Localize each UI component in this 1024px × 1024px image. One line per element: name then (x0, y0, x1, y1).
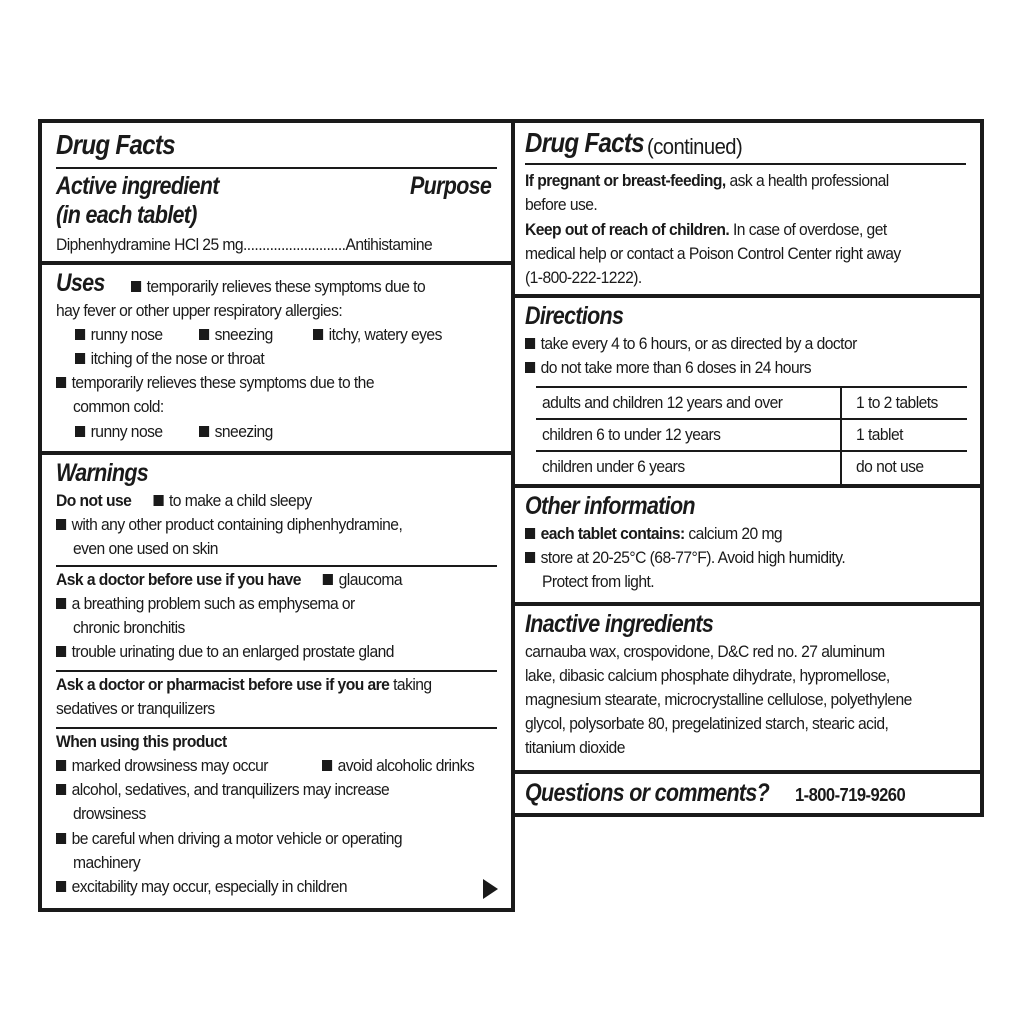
other-info-item: store at 20-25°C (68-77°F). Avoid high humidity. (525, 546, 845, 571)
uses-subitem: sneezing (199, 420, 273, 445)
bullet-icon (199, 426, 209, 437)
other-information-section (515, 484, 980, 602)
active-ingredient-row (56, 233, 432, 258)
uses-item-2-cont: common cold: (73, 397, 164, 416)
uses-subitem: runny nose (75, 323, 163, 348)
when-using-item: excitability may occur, especially in children (56, 875, 347, 900)
purpose-heading: Purpose (410, 172, 492, 200)
ask-pharmacist-label: Ask a doctor or pharmacist before use if you are (56, 675, 390, 694)
uses-item-1-cont: hay fever or other upper respiratory allergies: (56, 301, 343, 320)
bullet-icon (75, 426, 85, 437)
bullet-icon (199, 329, 209, 340)
keep-out-warning: Keep out of reach of children. In case of overdose, get (525, 220, 887, 239)
bullet-icon (322, 760, 332, 771)
ask-doctor-row: Ask a doctor before use if you have glaucoma (56, 570, 403, 589)
drug-facts-title: Drug Facts (525, 127, 644, 158)
when-using-item: alcohol, sedatives, and tranquilizers may increase (56, 778, 389, 803)
bullet-icon (525, 362, 535, 373)
inactive-ingredients-line: glycol, polysorbate 80, pregelatinized starch, stearic acid, (525, 714, 889, 733)
ask-pharmacist-cont: sedatives or tranquilizers (56, 699, 215, 718)
uses-subitem: itching of the nose or throat (75, 347, 264, 372)
inactive-ingredients-line: carnauba wax, crospovidone, D&C red no. 27 aluminum (525, 642, 885, 661)
dose-cell: do not use (856, 457, 924, 476)
do-not-use-label: Do not use (56, 491, 132, 510)
active-ingredient-subheading: (in each tablet) (56, 201, 197, 229)
when-using-label: When using this product (56, 732, 227, 751)
bullet-icon (75, 353, 85, 364)
when-using-item: be careful when driving a motor vehicle or operating (56, 827, 402, 852)
title-rule (525, 163, 966, 165)
keep-out-cont: medical help or contact a Poison Control Center right away (525, 244, 901, 263)
poison-control-phone: (1-800-222-1222). (525, 268, 642, 287)
bullet-icon (323, 574, 333, 585)
divider (56, 727, 497, 729)
uses-item-2: temporarily relieves these symptoms due to the (56, 371, 374, 396)
bullet-icon (131, 281, 141, 292)
uses-section (42, 261, 511, 451)
questions-section (515, 770, 980, 813)
continued-section (515, 123, 980, 294)
dosage-table (536, 386, 967, 482)
inactive-ingredients-line: lake, dibasic calcium phosphate dihydrate, hypromellose, (525, 666, 890, 685)
when-using-item: avoid alcoholic drinks (322, 754, 474, 779)
ingredient-purpose: Antihistamine (345, 235, 433, 254)
continue-arrow-icon (483, 879, 498, 899)
bullet-icon (525, 552, 535, 563)
title-rule (56, 167, 497, 169)
bullet-icon (56, 784, 66, 795)
active-ingredient-heading: Active ingredient (56, 172, 219, 200)
directions-section (515, 294, 980, 484)
do-not-use-item-cont: even one used on skin (73, 539, 218, 558)
ingredient-name: Diphenhydramine HCl 25 mg (56, 235, 244, 254)
bullet-icon (525, 528, 535, 539)
age-group-cell: children 6 to under 12 years (542, 425, 721, 444)
other-info-item-cont: Protect from light. (542, 572, 655, 591)
drug-facts-panel-left (38, 119, 515, 912)
divider (56, 565, 497, 567)
drug-facts-title: Drug Facts (56, 129, 175, 160)
ask-pharmacist-row: Ask a doctor or pharmacist before use if you are taking (56, 675, 432, 694)
other-information-heading: Other information (525, 492, 695, 520)
when-using-item-cont: drowsiness (73, 804, 146, 823)
bullet-icon (313, 329, 323, 340)
ask-doctor-item: a breathing problem such as emphysema or (56, 592, 355, 617)
continued-title (525, 129, 663, 157)
table-row (536, 450, 967, 482)
table-row (536, 386, 967, 418)
questions-heading: Questions or comments? (525, 779, 770, 807)
bullet-icon (75, 329, 85, 340)
inactive-ingredients-section (515, 602, 980, 770)
age-group-cell: adults and children 12 years and over (542, 393, 783, 412)
bullet-icon (56, 377, 66, 388)
pregnant-warning: If pregnant or breast-feeding, ask a health professional (525, 171, 889, 190)
bullet-icon (525, 338, 535, 349)
drug-facts-panel-right (511, 119, 984, 817)
inactive-ingredients-line: titanium dioxide (525, 738, 625, 757)
uses-item-1: temporarily relieves these symptoms due to (131, 275, 425, 300)
when-using-item-cont: machinery (73, 853, 141, 872)
pregnant-warning-cont: before use. (525, 195, 598, 214)
uses-subitem: runny nose (75, 420, 163, 445)
dot-leader: ........................... (243, 235, 346, 254)
bullet-icon (153, 495, 163, 506)
uses-subitem: sneezing (199, 323, 273, 348)
warnings-heading: Warnings (56, 459, 149, 487)
questions-phone: 1-800-719-9260 (795, 785, 906, 805)
do-not-use-row: Do not use to make a child sleepy (56, 491, 312, 510)
active-ingredient-section (42, 123, 511, 261)
table-row (536, 418, 967, 450)
bullet-icon (56, 646, 66, 657)
uses-heading: Uses (56, 269, 105, 297)
ask-doctor-item-cont: chronic bronchitis (73, 618, 185, 637)
ask-doctor-item: trouble urinating due to an enlarged prostate gland (56, 640, 394, 665)
other-info-item: each tablet contains: calcium 20 mg (525, 522, 782, 547)
inactive-ingredients-line: magnesium stearate, microcrystalline cellulose, polyethylene (525, 690, 912, 709)
inactive-ingredients-heading: Inactive ingredients (525, 610, 714, 638)
bullet-icon (56, 760, 66, 771)
dose-cell: 1 to 2 tablets (856, 393, 938, 412)
directions-item: do not take more than 6 doses in 24 hours (525, 356, 811, 381)
bullet-icon (56, 519, 66, 530)
dose-cell: 1 tablet (856, 425, 903, 444)
ask-doctor-label: Ask a doctor before use if you have (56, 570, 301, 589)
divider (56, 670, 497, 672)
bullet-icon (56, 881, 66, 892)
bullet-icon (56, 833, 66, 844)
do-not-use-item: with any other product containing diphenhydramine, (56, 513, 402, 538)
directions-heading: Directions (525, 302, 624, 330)
bullet-icon (56, 598, 66, 609)
age-group-cell: children under 6 years (542, 457, 685, 476)
continued-suffix: (continued) (647, 134, 743, 159)
when-using-item: marked drowsiness may occur (56, 754, 268, 779)
directions-item: take every 4 to 6 hours, or as directed by a doctor (525, 332, 857, 357)
uses-subitem: itchy, watery eyes (313, 323, 442, 348)
warnings-section (42, 451, 511, 908)
